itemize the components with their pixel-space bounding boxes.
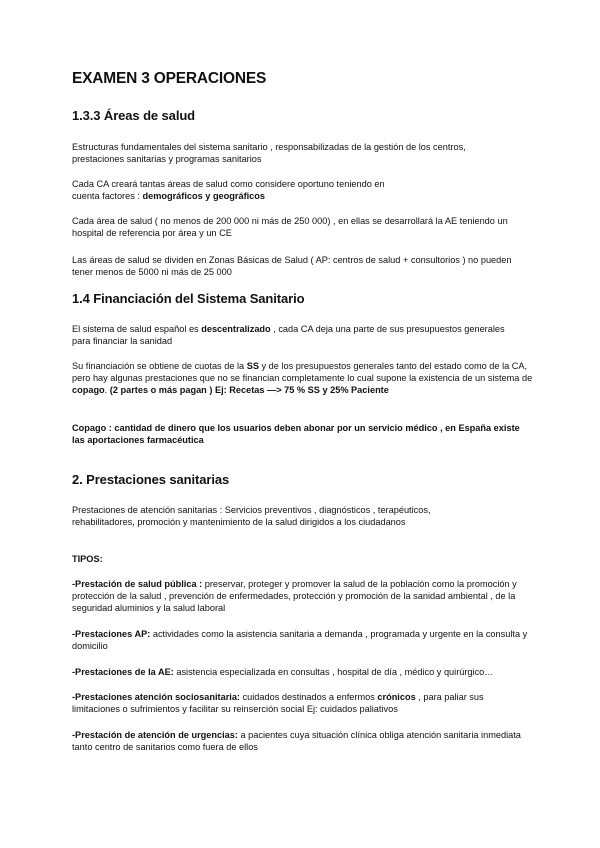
paragraph: Prestaciones de atención sanitarias : Servicios preventivos , diagnósticos , terapéuticos, rehabilitadores, promoción y mantenimiento de la salud dirigidos a los ciudadanos — [72, 505, 431, 527]
text-run: y de los presupuestos generales tanto del estado como de la CA, pero hay algunas prestaciones que no se financian completamente lo cual supone la existencia de un sistema de — [72, 361, 533, 383]
list-item — [72, 666, 534, 678]
document-title: EXAMEN 3 OPERACIONES — [72, 70, 267, 87]
heading-financiacion: 1.4 Financiación del Sistema Sanitario — [72, 291, 305, 306]
text-run: Su financiación se obtiene de cuotas de la — [72, 361, 247, 371]
paragraph: Estructuras fundamentales del sistema sanitario , responsabilizadas de la gestión de los centros, prestaciones sanitarias y programas sanitarios — [72, 142, 466, 164]
bold-text: copago — [72, 385, 105, 395]
list-item — [72, 729, 522, 753]
list-item — [72, 578, 534, 614]
text-run: . — [104, 385, 110, 395]
text-run: Cada CA creará tantas áreas de salud como considere oportuno teniendo en cuenta factores : — [72, 179, 385, 201]
heading-areas-de-salud: 1.3.3 Áreas de salud — [72, 108, 196, 123]
item-label: -Prestación de atención de urgencias: — [72, 730, 238, 740]
item-text: , para paliar sus limitaciones o sufrimientos y facilitar su reinserción social Ej: cuidados paliativos — [72, 692, 484, 714]
paragraph — [72, 360, 534, 396]
bold-text: descentralizado — [201, 324, 271, 334]
paragraph: Copago : cantidad de dinero que los usuarios deben abonar por un servicio médico , en España existe las aportaciones farmacéutica — [72, 423, 520, 445]
bold-text: (2 partes o más pagan ) Ej: Recetas —> 75 % SS y 25% Paciente — [109, 385, 389, 395]
text-run: , cada CA deja una parte de sus presupuestos generales para financiar la sanidad — [72, 324, 505, 346]
item-label: -Prestaciones atención sociosanitaria: — [72, 692, 240, 702]
list-item — [72, 691, 534, 715]
paragraph: Las áreas de salud se dividen en Zonas Básicas de Salud ( AP: centros de salud + consultorios ) no pueden tener menos de 5000 ni más de 25 000 — [72, 255, 512, 277]
list-item — [72, 628, 534, 652]
item-label: -Prestación de salud pública : — [72, 579, 203, 589]
tipos-label: TIPOS: — [72, 554, 103, 564]
item-text: preservar, proteger y promover la salud de la población como la promoción y protección de la salud , prevención de enfermedades, protección y promoción de la sanidad ambiental , de la seguridad aluminios y la salud laboral — [72, 579, 517, 613]
item-label: -Prestaciones de la AE: — [72, 667, 174, 677]
heading-prestaciones: 2. Prestaciones sanitarias — [72, 472, 230, 487]
item-text: a pacientes cuya situación clínica obliga atención sanitaria inmediata tanto centro de sanitarios como fuera de ellos — [72, 730, 521, 752]
item-text: asistencia especializada en consultas , hospital de día , médico y quirúrgico… — [173, 667, 494, 677]
bold-text: SS — [246, 361, 259, 371]
bold-text: crónicos — [377, 692, 416, 702]
paragraph — [72, 178, 402, 202]
paragraph — [72, 323, 512, 347]
item-text: cuidados destinados a enfermos — [240, 692, 378, 702]
bold-text: demográficos y geográficos — [142, 191, 266, 201]
item-text: actividades como la asistencia sanitaria a demanda , programada y urgente en la consulta y domicilio — [72, 629, 528, 651]
text-run: El sistema de salud español es — [72, 324, 202, 334]
item-label: -Prestaciones AP: — [72, 629, 151, 639]
paragraph: Cada área de salud ( no menos de 200 000 ni más de 250 000) , en ellas se desarrollará la AE teniendo un hospital de referencia por área y un CE — [72, 216, 508, 238]
